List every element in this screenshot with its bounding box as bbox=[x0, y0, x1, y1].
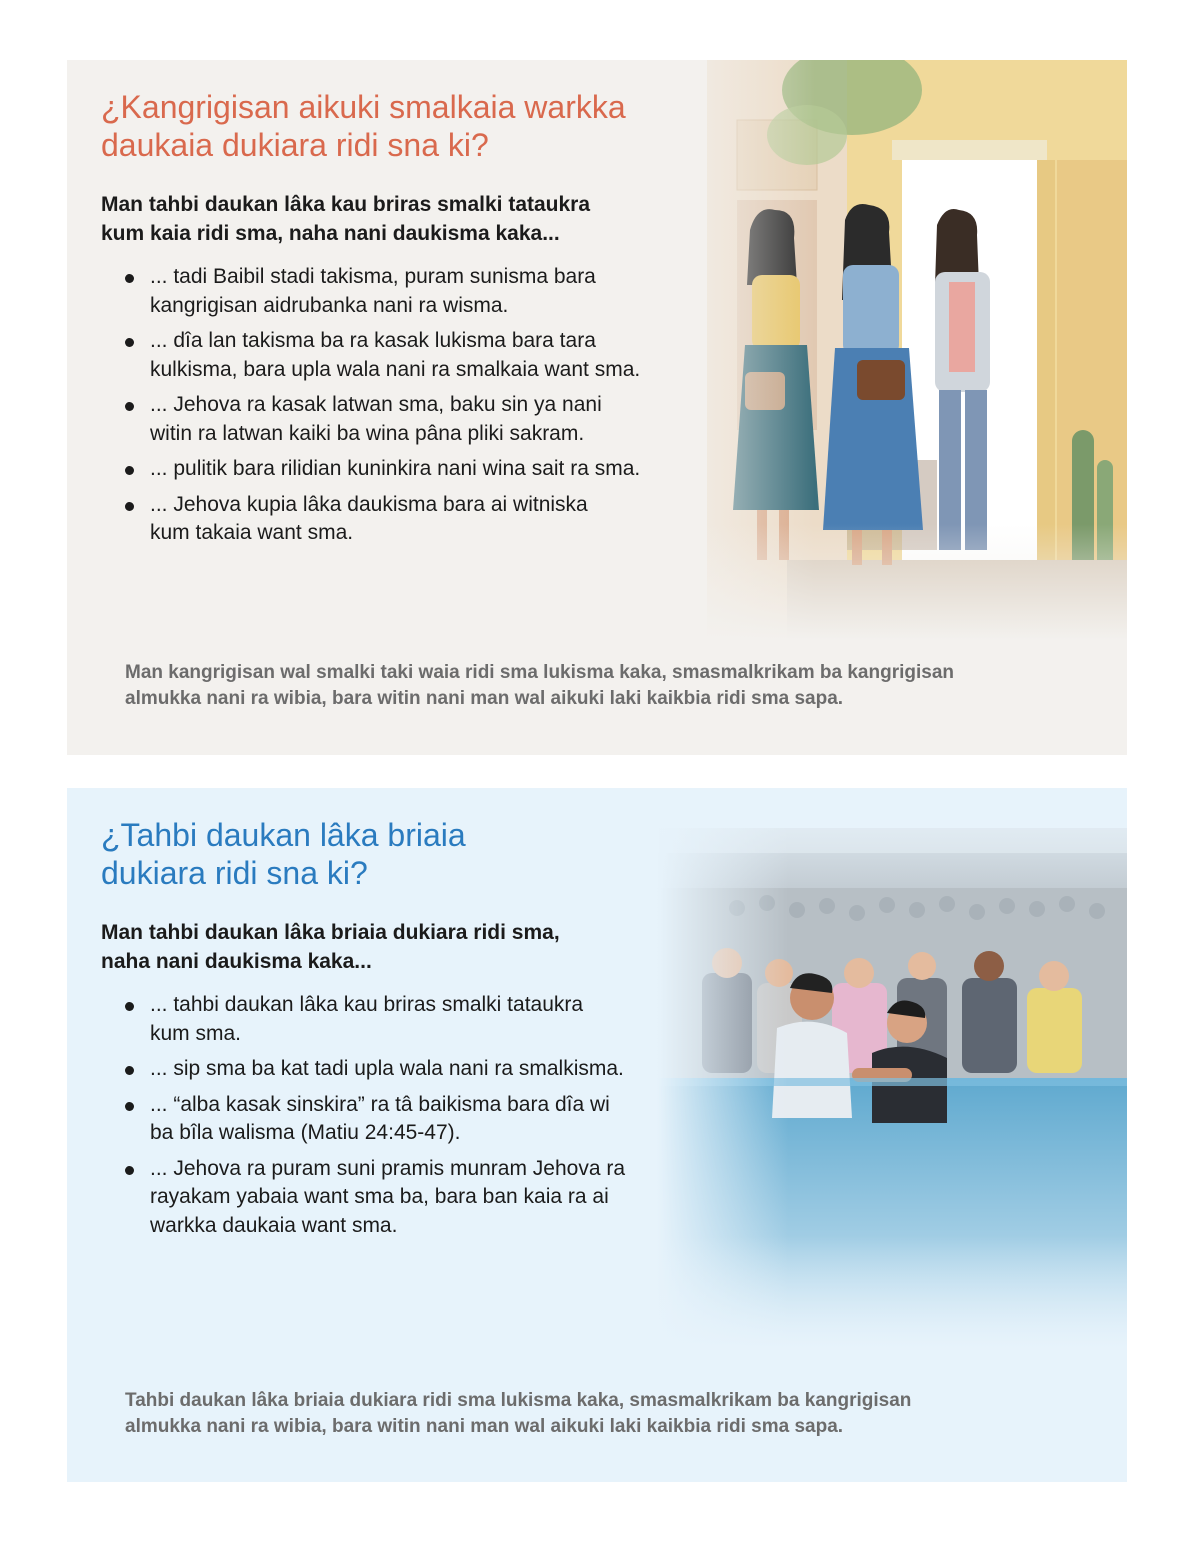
baptism-illustration bbox=[657, 788, 1127, 1348]
list-item bbox=[125, 1155, 685, 1241]
list-item-line: kangrigisan aidrubanka nani ra wisma. bbox=[150, 293, 509, 317]
requirements-list bbox=[125, 263, 715, 555]
list-item-line: kum sma. bbox=[150, 1021, 242, 1045]
list-item bbox=[125, 991, 685, 1048]
footnote-line: almukka nani ra wibia, bara witin nani man wal aikuki laki kaikbia ridi sma sapa. bbox=[125, 1416, 844, 1437]
preaching-door-to-door-illustration bbox=[647, 60, 1127, 640]
section-title-line: ¿Kangrigisan aikuki smalkaia warkka bbox=[101, 89, 626, 125]
section-lead bbox=[101, 190, 661, 248]
bullet-icon bbox=[125, 402, 134, 411]
list-item bbox=[125, 391, 715, 448]
bullet-icon bbox=[125, 502, 134, 511]
lead-line: kum kaia ridi sma, naha nani daukisma kaka... bbox=[101, 222, 560, 245]
list-item bbox=[125, 263, 715, 320]
footnote-line: Tahbi daukan lâka briaia dukiara ridi sma lukisma kaka, smasmalkrikam ba kangrigisan bbox=[125, 1390, 912, 1411]
section-baptism bbox=[67, 788, 1127, 1482]
bullet-icon bbox=[125, 338, 134, 347]
section-title-line: ¿Tahbi daukan lâka briaia bbox=[101, 817, 466, 853]
bullet-icon bbox=[125, 1102, 134, 1111]
list-item bbox=[125, 455, 715, 484]
list-item bbox=[125, 491, 715, 548]
footnote-line: almukka nani ra wibia, bara witin nani man wal aikuki laki kaikbia ridi sma sapa. bbox=[125, 688, 844, 709]
bullet-icon bbox=[125, 466, 134, 475]
section-title-line: dukiara ridi sna ki? bbox=[101, 855, 368, 891]
section-lead bbox=[101, 918, 621, 976]
list-item-line: ... Jehova ra puram suni pramis munram Jehova ra bbox=[150, 1156, 626, 1180]
list-item-line: kulkisma, bara upla wala nani ra smalkaia want sma. bbox=[150, 357, 641, 381]
list-item-line: ... “alba kasak sinskira” ra tâ baikisma bara dîa wi bbox=[150, 1092, 610, 1116]
section-footnote bbox=[125, 1388, 1025, 1440]
list-item-line: rayakam yabaia want sma ba, bara ban kaia ra ai bbox=[150, 1185, 609, 1208]
section-title bbox=[101, 816, 466, 892]
list-item-line: witin ra latwan kaiki ba wina pâna pliki sakram. bbox=[150, 421, 585, 445]
list-item bbox=[125, 1055, 685, 1084]
requirements-list bbox=[125, 991, 685, 1247]
list-item-line: warkka daukaia want sma. bbox=[150, 1213, 398, 1237]
bullet-icon bbox=[125, 1066, 134, 1075]
list-item-line: ... pulitik bara rilidian kuninkira nani wina sait ra sma. bbox=[150, 457, 641, 480]
footnote-line: Man kangrigisan wal smalki taki waia ridi sma lukisma kaka, smasmalkrikam ba kangrigisan bbox=[125, 662, 955, 683]
bullet-icon bbox=[125, 1002, 134, 1011]
list-item-line: ... sip sma ba kat tadi upla wala nani ra smalkisma. bbox=[150, 1057, 624, 1080]
section-footnote bbox=[125, 660, 1025, 712]
list-item-line: ... Jehova kupia lâka daukisma bara ai witniska bbox=[150, 492, 588, 516]
section-congregation-publisher bbox=[67, 60, 1127, 755]
section-title bbox=[101, 88, 626, 164]
bullet-icon bbox=[125, 274, 134, 283]
list-item-line: ... tahbi daukan lâka kau briras smalki tataukra bbox=[150, 993, 584, 1016]
list-item bbox=[125, 1091, 685, 1148]
list-item bbox=[125, 327, 715, 384]
list-item-line: ... tadi Baibil stadi takisma, puram sunisma bara bbox=[150, 265, 596, 288]
list-item-line: ... dîa lan takisma ba ra kasak lukisma bara tara bbox=[150, 329, 596, 352]
list-item-line: ba bîla walisma (Matiu 24:45-47). bbox=[150, 1121, 461, 1144]
lead-line: naha nani daukisma kaka... bbox=[101, 950, 372, 973]
lead-line: Man tahbi daukan lâka kau briras smalki tataukra bbox=[101, 193, 591, 216]
list-item-line: kum takaia want sma. bbox=[150, 521, 354, 544]
list-item-line: ... Jehova ra kasak latwan sma, baku sin ya nani bbox=[150, 393, 602, 416]
bullet-icon bbox=[125, 1166, 134, 1175]
lead-line: Man tahbi daukan lâka briaia dukiara ridi sma, bbox=[101, 921, 560, 944]
section-title-line: daukaia dukiara ridi sna ki? bbox=[101, 127, 489, 163]
